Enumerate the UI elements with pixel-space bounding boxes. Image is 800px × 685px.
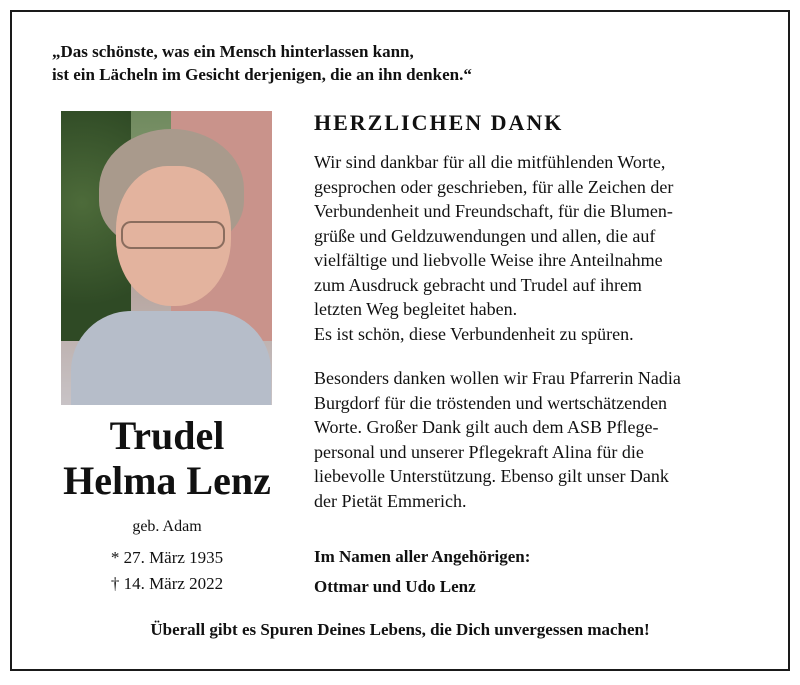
birth-name: geb. Adam (132, 518, 202, 535)
text-line: liebevolle Unterstützung. Ebenso gilt unser Dank (314, 466, 669, 486)
text-line: grüße und Geldzuwendungen und allen, die auf (314, 225, 656, 246)
full-name: Helma Lenz (63, 458, 271, 503)
signature-names: Ottmar und Udo Lenz (314, 577, 476, 596)
quote-line: ist ein Lächeln im Gesicht derjenigen, die an ihn denken.“ (52, 65, 472, 84)
text-line: gesprochen oder geschrieben, für alle Zeichen der (314, 176, 674, 197)
text-line: Es ist schön, diese Verbundenheit zu spüren. (314, 323, 634, 344)
text-line: Wir sind dankbar für all die mitfühlenden Worte, (314, 152, 666, 172)
photo-person-shoulders (71, 311, 271, 405)
text-line: personal und unserer Pflegekraft Alina für die (314, 441, 644, 462)
text-line: Worte. Großer Dank gilt auch dem ASB Pflege- (314, 417, 659, 437)
signature-intro: Im Namen aller Angehörigen: (314, 547, 531, 566)
thanks-paragraph-1 (314, 150, 759, 346)
photo-person-glasses (121, 221, 225, 249)
birth-date: * 27. März 1935 (110, 548, 224, 567)
text-line: Burgdorf für die tröstenden und wertschätzenden (314, 392, 668, 413)
text-line: zum Ausdruck gebracht und Trudel auf ihrem (314, 274, 642, 295)
quote-line: „Das schönste, was ein Mensch hinterlassen kann, (52, 42, 414, 61)
text-line: Besonders danken wollen wir Frau Pfarrerin Nadia (314, 368, 681, 388)
text-line: letzten Weg begleitet haben. (314, 299, 518, 319)
signature-block (314, 542, 530, 602)
life-dates (36, 545, 298, 597)
death-date: † 14. März 2022 (110, 574, 224, 593)
first-name: Trudel (109, 413, 225, 458)
text-line: Verbundenheit und Freundschaft, für die Blumen- (314, 201, 673, 221)
text-line: der Pietät Emmerich. (314, 490, 467, 511)
text-line: vielfältige und liebvolle Weise ihre Anteilnahme (314, 250, 663, 270)
closing-line: Überall gibt es Spuren Deines Lebens, die Dich unvergessen machen! (150, 620, 650, 639)
portrait-photo (61, 111, 272, 405)
epigraph-quote (52, 40, 612, 86)
thanks-heading: HERZLICHEN DANK (314, 110, 564, 135)
thanks-paragraph-2 (314, 366, 759, 513)
deceased-name (36, 413, 298, 503)
